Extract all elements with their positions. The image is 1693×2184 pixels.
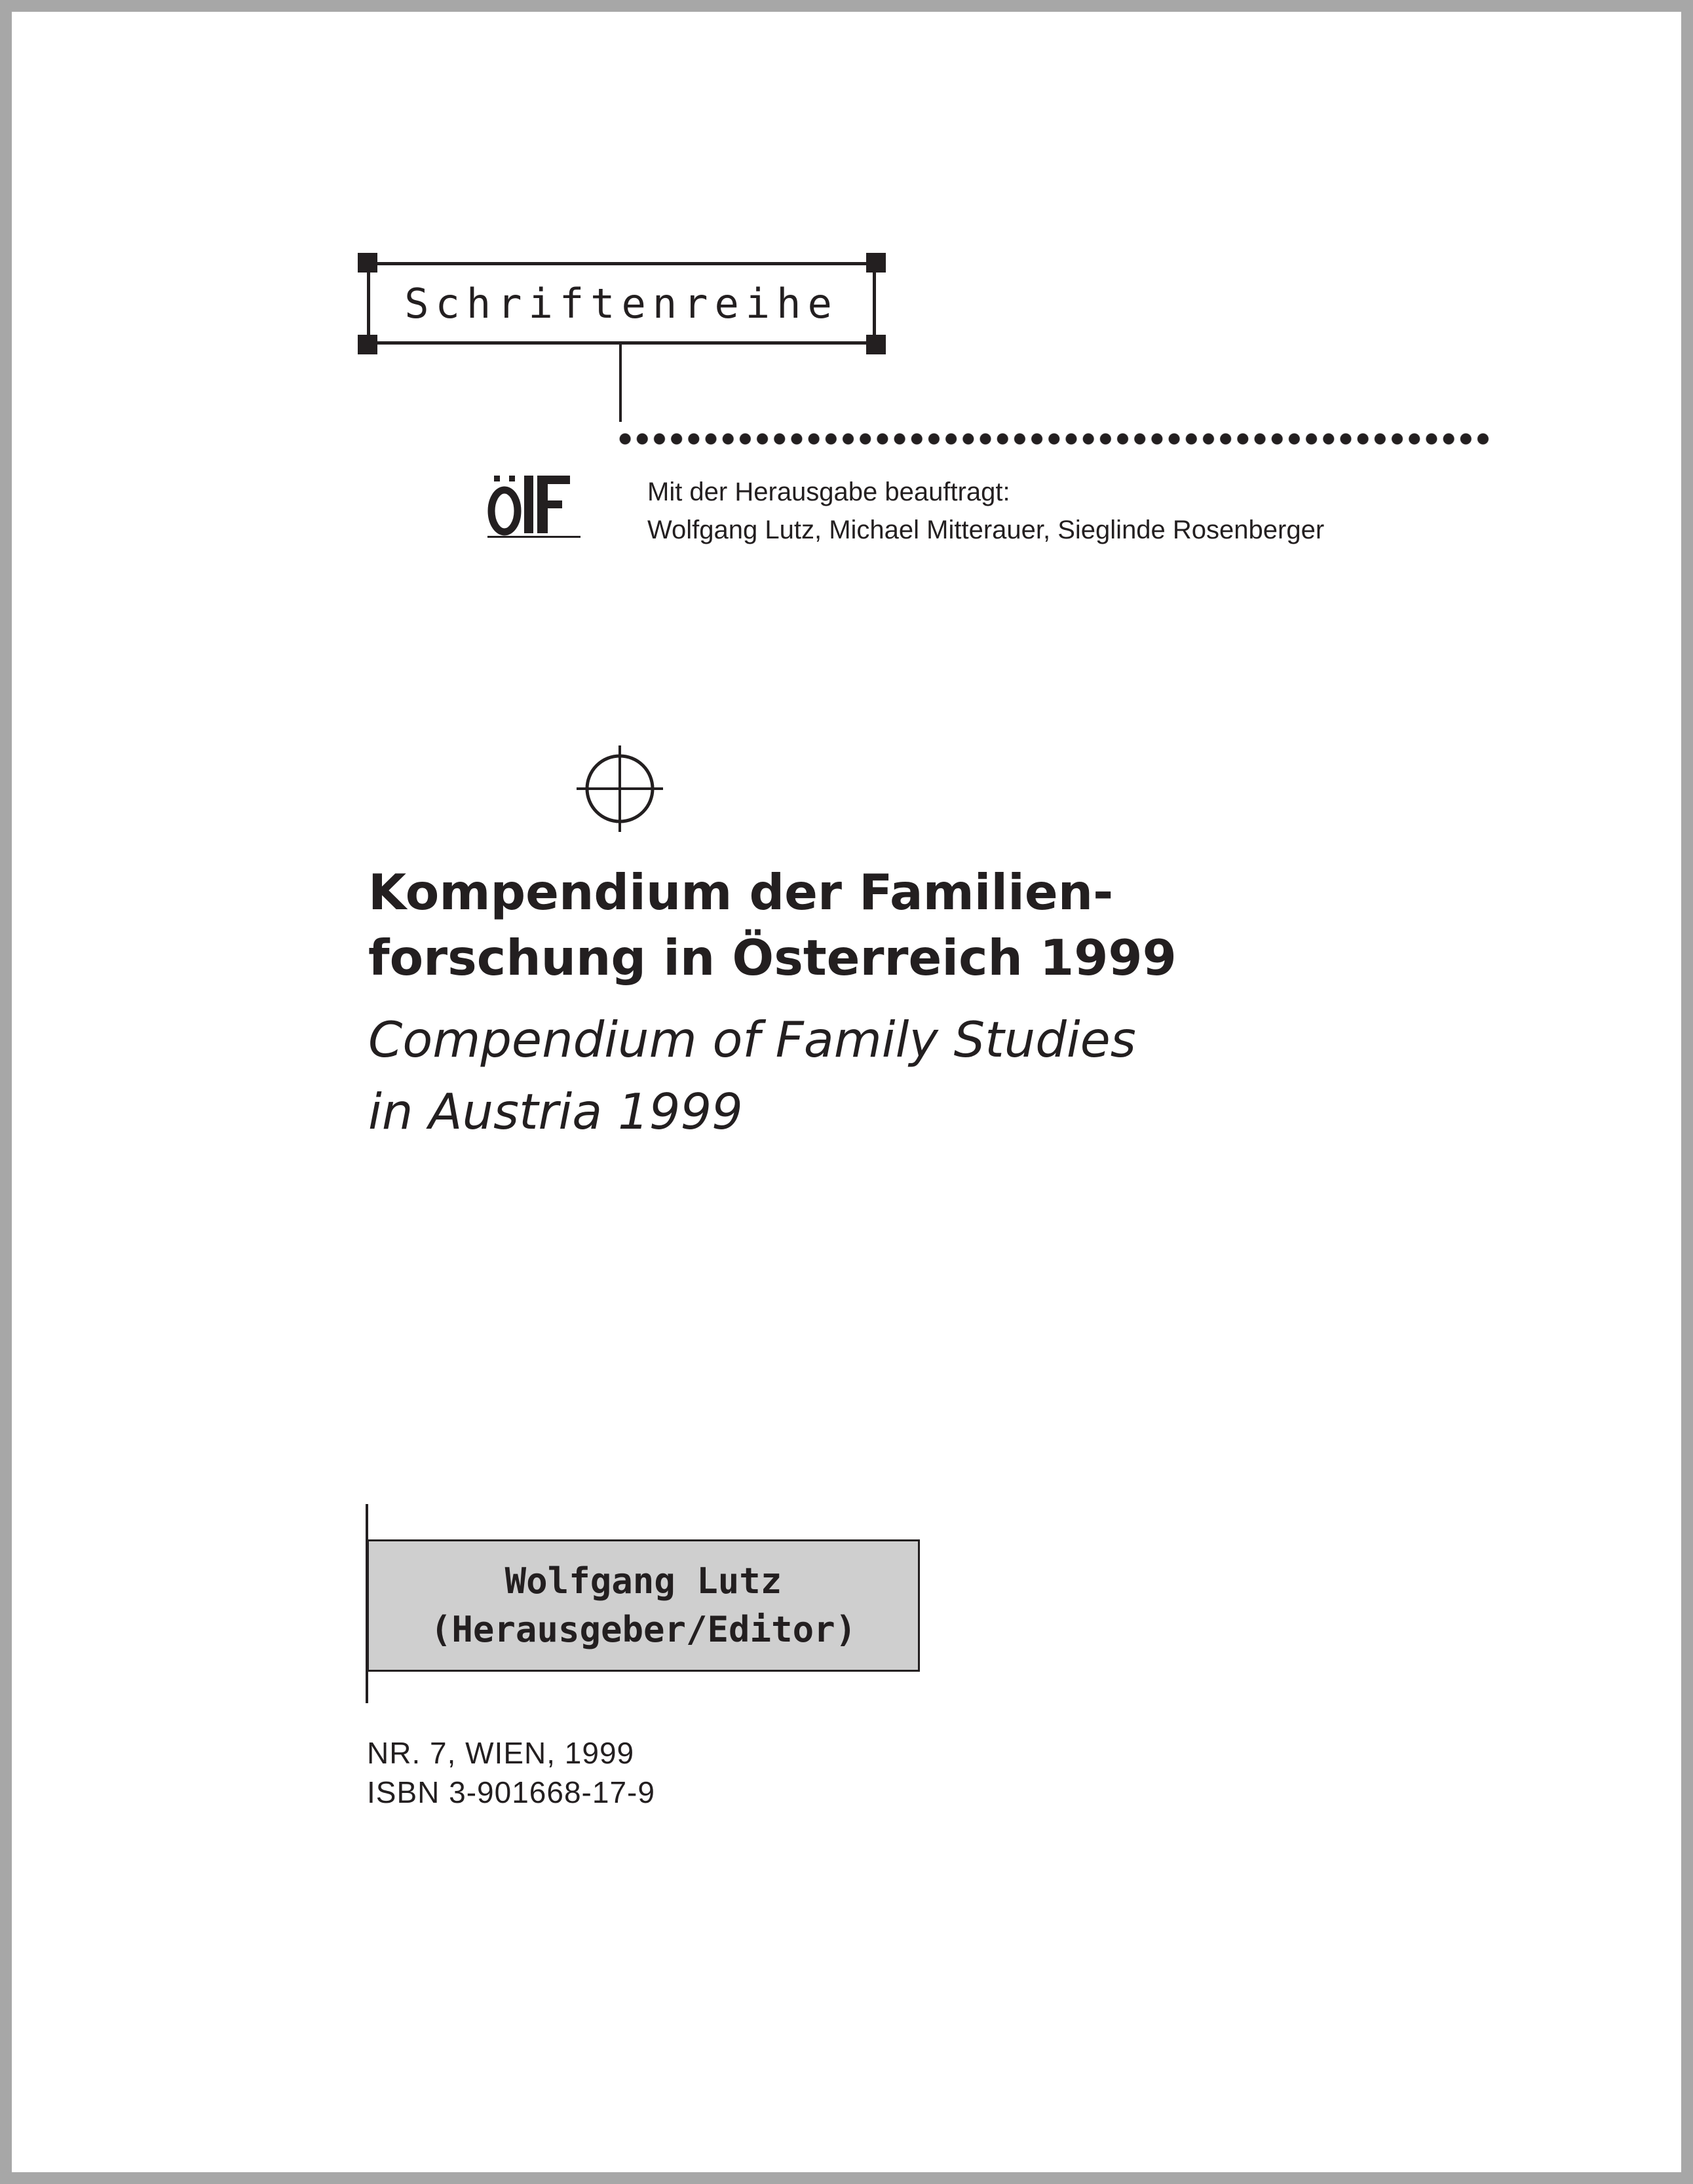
title-english	[368, 1004, 1136, 1148]
editorial-commission	[647, 473, 1324, 549]
title-german	[368, 859, 1177, 990]
dotted-divider	[617, 432, 1491, 445]
editor-box	[367, 1539, 920, 1672]
crosshair-icon	[574, 743, 666, 835]
editor-name: Wolfgang Lutz	[504, 1560, 782, 1602]
isbn: ISBN 3-901668-17-9	[367, 1775, 655, 1809]
title-english-line-1: Compendium of Family Studies	[368, 1011, 1136, 1068]
commission-heading: Mit der Herausgabe beauftragt:	[647, 478, 1010, 506]
series-label: Schriftenreihe	[404, 279, 839, 328]
title-german-line-2: forschung in Österreich 1999	[368, 929, 1177, 987]
oif-logo	[485, 466, 583, 542]
commission-editors: Wolfgang Lutz, Michael Mitterauer, Sieglinde Rosenberger	[647, 516, 1325, 544]
series-connector-line	[619, 345, 622, 422]
title-german-line-1: Kompendium der Familien-	[368, 863, 1114, 921]
title-english-line-2: in Austria 1999	[368, 1083, 743, 1140]
publication-info	[367, 1733, 655, 1812]
series-box-corner-top-right	[866, 253, 886, 273]
series-box-corner-bottom-left	[358, 335, 377, 354]
editor-role: (Herausgeber/Editor)	[430, 1609, 857, 1650]
series-box-corner-top-left	[358, 253, 377, 273]
publication-number: NR. 7, WIEN, 1999	[367, 1736, 635, 1770]
series-label-box	[367, 262, 876, 345]
series-box-corner-bottom-right	[866, 335, 886, 354]
